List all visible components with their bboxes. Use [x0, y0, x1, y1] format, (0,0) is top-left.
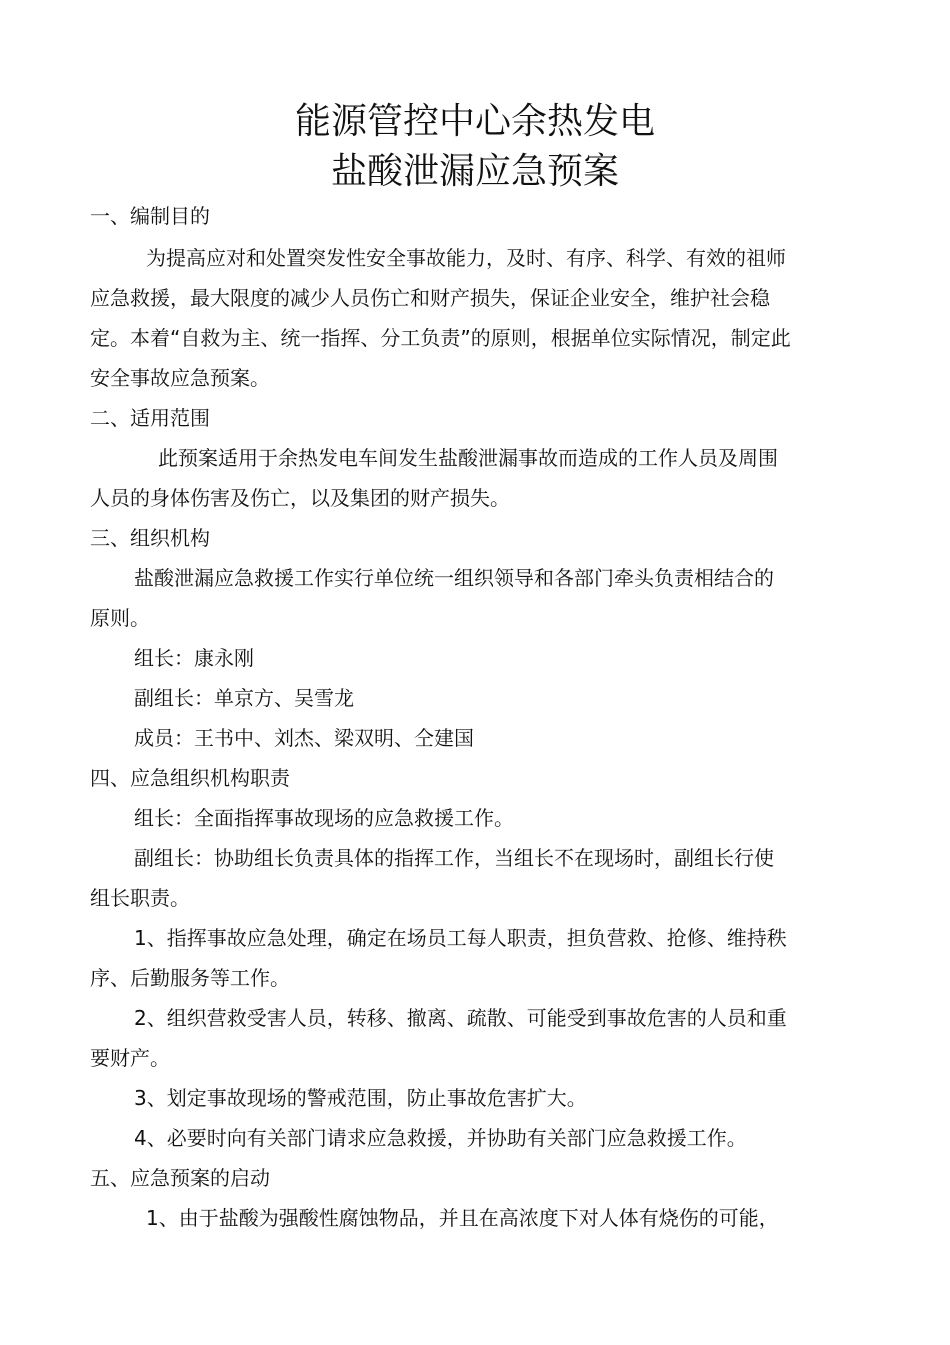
- paragraph-line: 定。本着“自救为主、统一指挥、分工负责”的原则，根据单位实际情况，制定此: [90, 326, 791, 350]
- paragraph-line: 盐酸泄漏应急救援工作实行单位统一组织领导和各部门牵头负责相结合的: [134, 566, 774, 590]
- list-item-line: 3、划定事故现场的警戒范围，防止事故危害扩大。: [134, 1086, 587, 1110]
- paragraph-line: 为提高应对和处置突发性安全事故能力，及时、有序、科学、有效的祖师: [146, 246, 786, 270]
- paragraph-line: 应急救援，最大限度的减少人员伤亡和财产损失，保证企业安全，维护社会稳: [90, 286, 770, 310]
- section-heading-activation: 五、应急预案的启动: [90, 1166, 270, 1190]
- member-line-leader: 组长：康永刚: [134, 646, 254, 670]
- list-item-line: 1、由于盐酸为强酸性腐蚀物品，并且在高浓度下对人体有烧伤的可能，: [146, 1206, 779, 1230]
- member-line-deputy: 副组长：单京方、吴雪龙: [134, 686, 354, 710]
- list-item-line: 序、后勤服务等工作。: [90, 966, 290, 990]
- paragraph-line: 组长职责。: [90, 886, 190, 910]
- paragraph-line: 组长：全面指挥事故现场的应急救援工作。: [134, 806, 514, 830]
- list-item-line: 1、指挥事故应急处理，确定在场员工每人职责，担负营救、抢修、维持秩: [134, 926, 787, 950]
- list-item-line: 2、组织营救受害人员，转移、撤离、疏散、可能受到事故危害的人员和重: [134, 1006, 787, 1030]
- title-line-2: 盐酸泄漏应急预案: [330, 151, 619, 192]
- list-item-line: 要财产。: [90, 1046, 170, 1070]
- section-heading-purpose: 一、编制目的: [90, 204, 210, 228]
- section-heading-scope: 二、适用范围: [90, 406, 210, 430]
- paragraph-line: 副组长：协助组长负责具体的指挥工作，当组长不在现场时，副组长行使: [134, 846, 774, 870]
- section-heading-organization: 三、组织机构: [90, 526, 210, 550]
- title-line-1: 能源管控中心余热发电: [294, 101, 655, 142]
- paragraph-line: 人员的身体伤害及伤亡，以及集团的财产损失。: [90, 486, 510, 510]
- list-item-line: 4、必要时向有关部门请求应急救援，并协助有关部门应急救援工作。: [134, 1126, 747, 1150]
- paragraph-line: 原则。: [90, 606, 150, 630]
- paragraph-line: 此预案适用于余热发电车间发生盐酸泄漏事故而造成的工作人员及周围: [158, 446, 778, 470]
- member-line-members: 成员：王书中、刘杰、梁双明、仝建国: [134, 726, 474, 750]
- section-heading-duties: 四、应急组织机构职责: [90, 766, 290, 790]
- paragraph-line: 安全事故应急预案。: [90, 366, 270, 390]
